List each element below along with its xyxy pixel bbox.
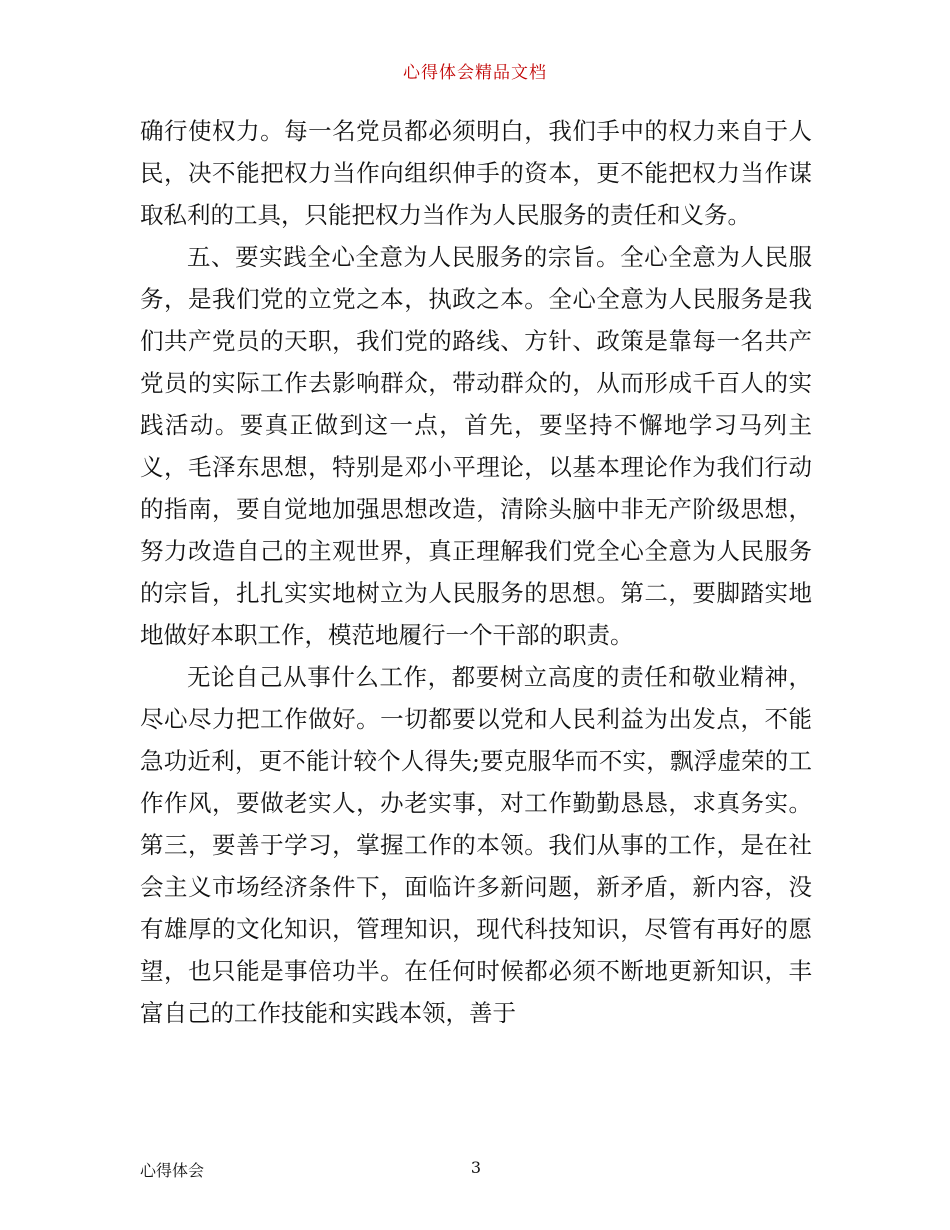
document-body [140, 110, 812, 1034]
page-header-title: 心得体会精品文档 [403, 63, 547, 83]
page-number: 3 [470, 1158, 482, 1177]
paragraph-continued: 确行使权力。每一名党员都必须明白，我们手中的权力来自于人民，决不能把权力当作向组织伸手的资本，更不能把权力当作谋取私利的工具，只能把权力当作为人民服务的责任和义务。 [140, 117, 812, 229]
paragraph: 五、要实践全心全意为人民服务的宗旨。全心全意为人民服务，是我们党的立党之本，执政之本。全心全意为人民服务是我们共产党员的天职，我们党的路线、方针、政策是靠每一名共产党员的实际工作去影响群众，带动群众的，从而形成千百人的实践活动。要真正做到这一点，首先，要坚持不懈地学习马列主义，毛泽东思想，特别是邓小平理论，以基本理论作为我们行动的指南，要自觉地加强思想改造，清除头脑中非无产阶级思想，努力改造自己的主观世界，真正理解我们党全心全意为人民服务的宗旨，扎扎实实地树立为人民服务的思想。第二，要脚踏实地地做好本职工作，模范地履行一个干部的职责。 [140, 243, 812, 649]
paragraph: 无论自己从事什么工作，都要树立高度的责任和敬业精神，尽心尽力把工作做好。一切都要以党和人民利益为出发点，不能急功近利，更不能计较个人得失;要克服华而不实，飘浮虚荣的工作作风，要做老实人，办老实事，对工作勤勤恳恳，求真务实。第三，要善于学习，掌握工作的本领。我们从事的工作，是在社会主义市场经济条件下，面临许多新问题，新矛盾，新内容，没有雄厚的文化知识，管理知识，现代科技知识，尽管有再好的愿望，也只能是事倍功半。在任何时候都必须不断地更新知识，丰富自己的工作技能和实践本领，善于 [140, 663, 812, 1027]
footer-label: 心得体会 [140, 1161, 205, 1180]
